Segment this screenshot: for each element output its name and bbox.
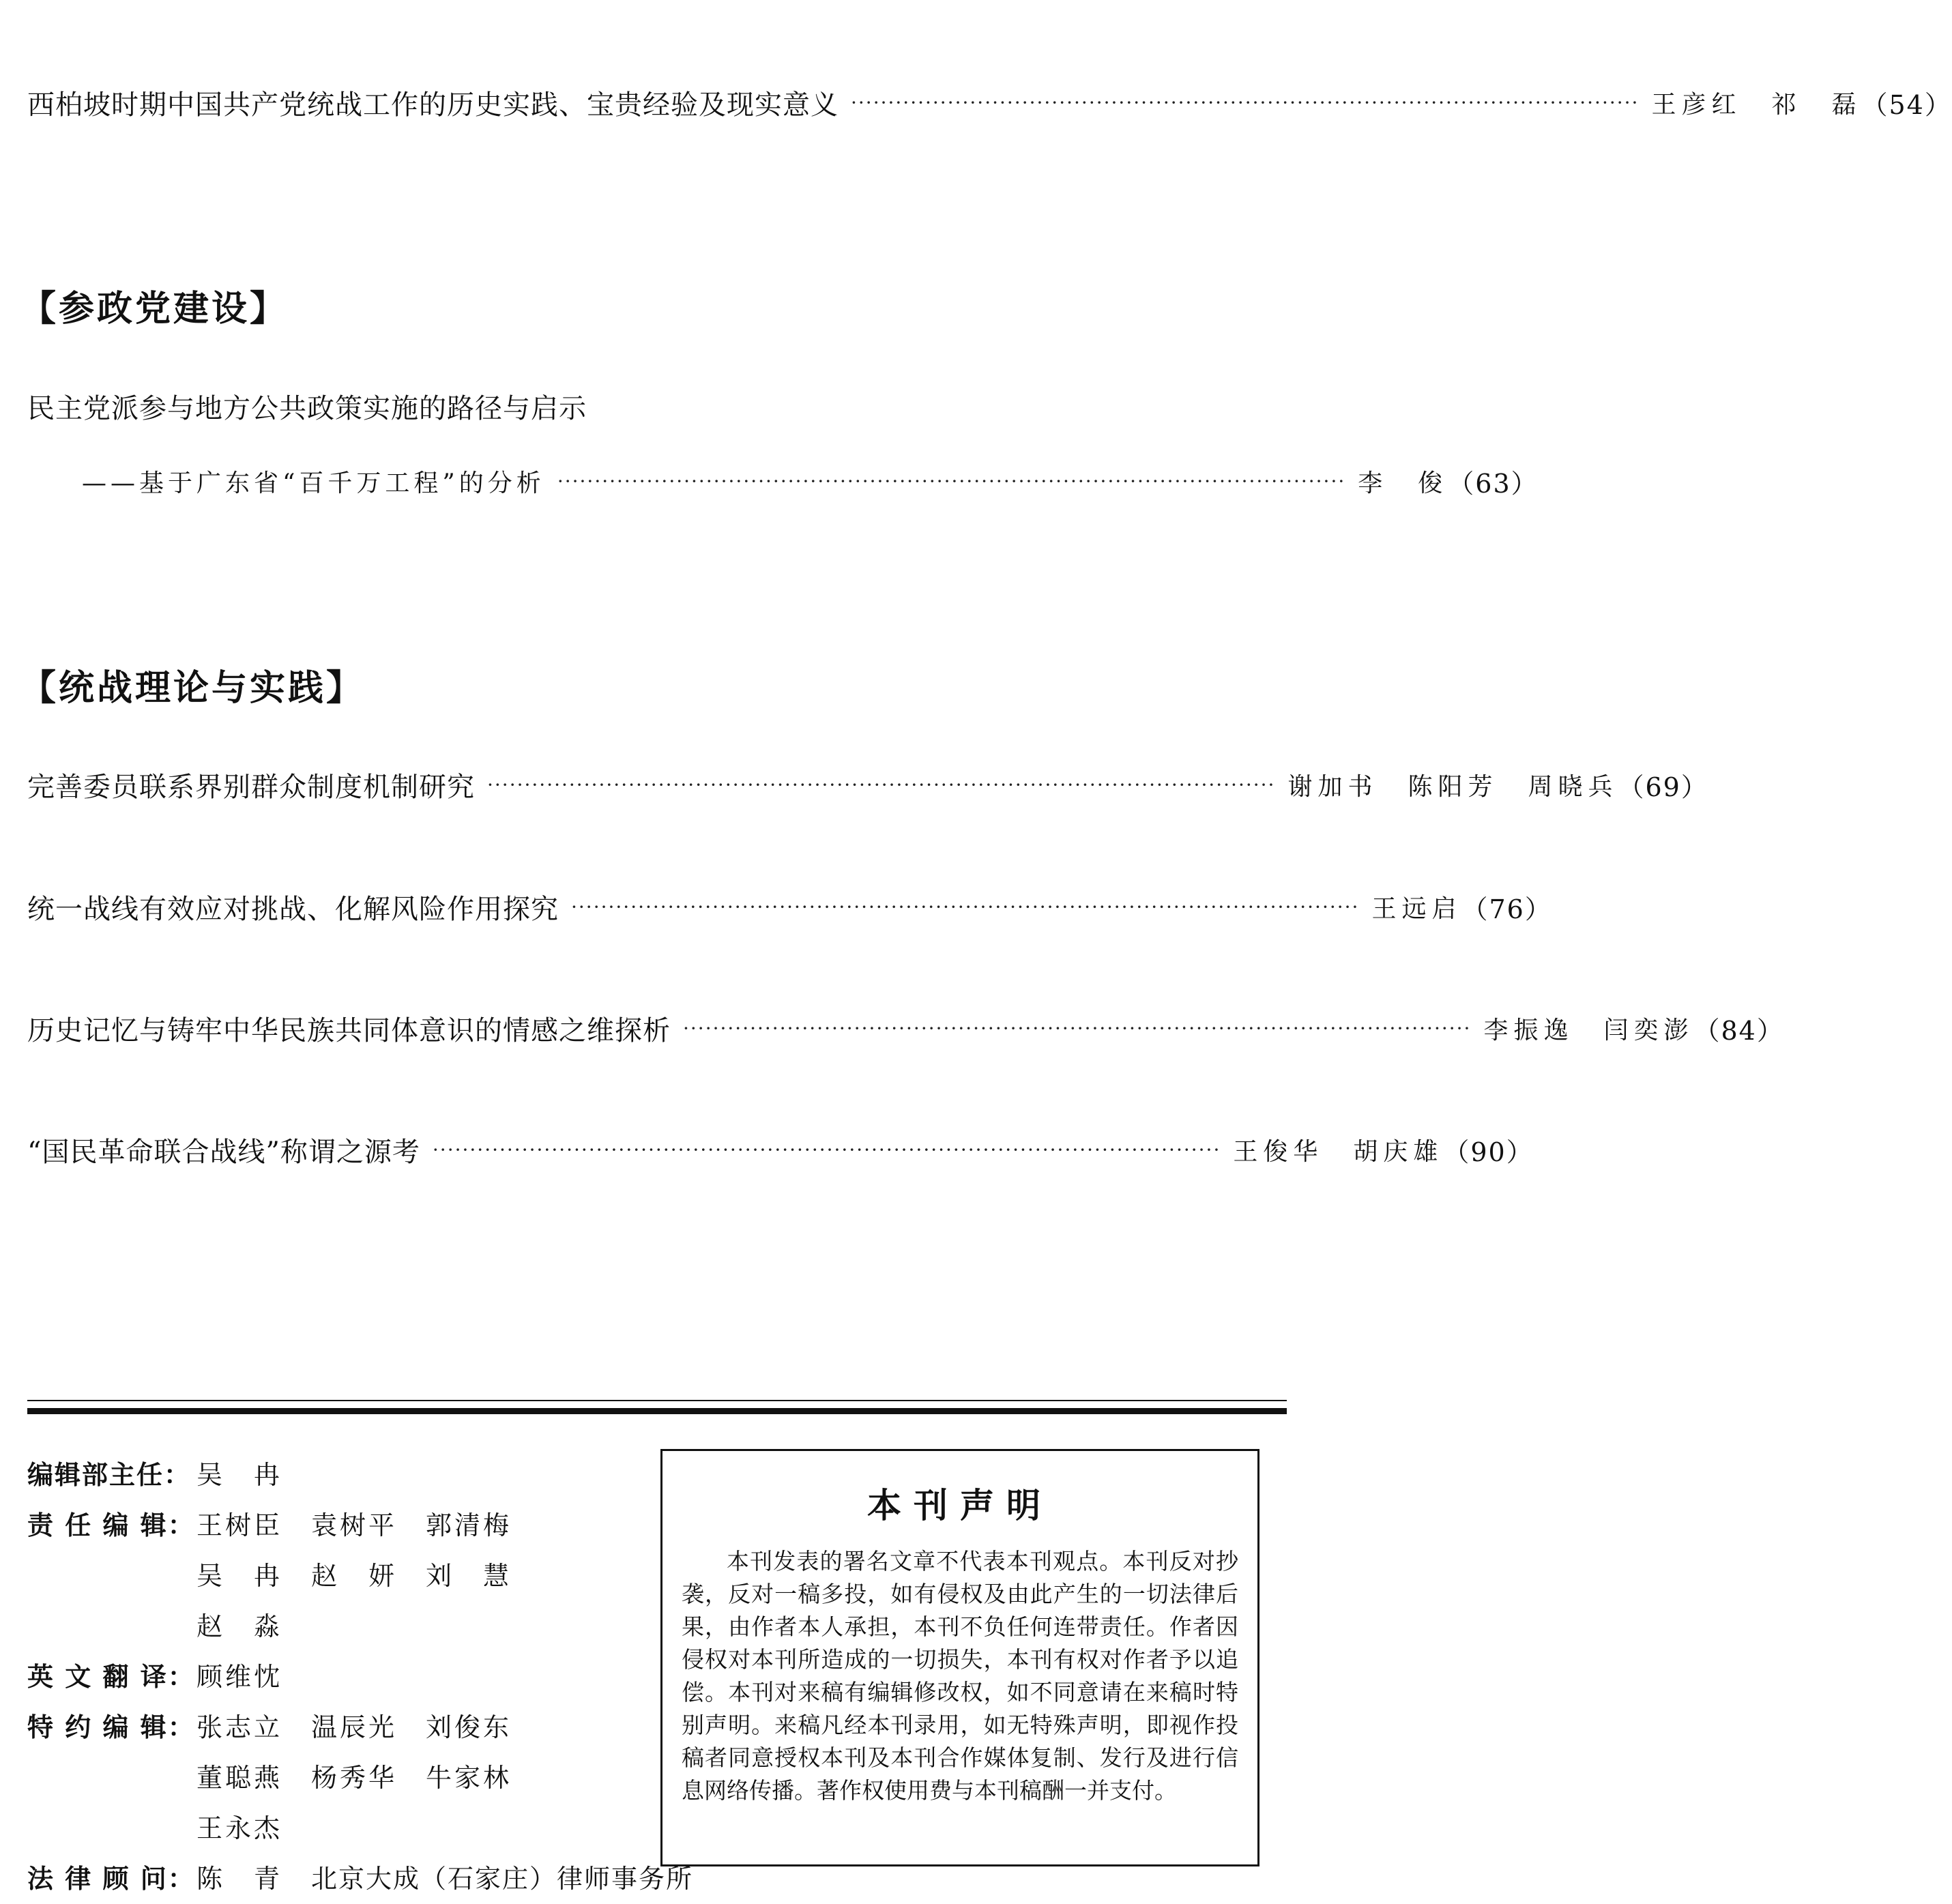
masthead-name: 赵 淼 [196, 1611, 283, 1641]
toc-entry-subtitle-line[interactable] [27, 454, 1539, 508]
masthead-label: 编辑部主任： [27, 1460, 192, 1490]
leader-dots: ·········································································································· [557, 469, 1346, 493]
masthead-label: 特 约 编 辑： [27, 1712, 195, 1742]
toc-entry-title: 民主党派参与地方公共政策实施的路径与启示 [27, 392, 587, 424]
law-firm-name: 北京大成（石家庄）律师事务所 [311, 1864, 694, 1894]
masthead-row-translator [27, 1652, 641, 1702]
leader-dots: ·········································································································· [851, 91, 1640, 114]
masthead-label: 责 任 编 辑： [27, 1510, 195, 1540]
masthead-row-editors [27, 1500, 641, 1652]
toc-entry[interactable] [27, 379, 1283, 433]
masthead-name: 郭清梅 [426, 1510, 512, 1540]
masthead-row-legal [27, 1854, 694, 1904]
masthead [27, 1450, 694, 1904]
masthead-name: 牛家林 [426, 1763, 512, 1793]
toc-entry[interactable] [27, 1122, 1534, 1177]
divider-thin [27, 1400, 1287, 1401]
leader-dots: ·········································································································· [683, 1016, 1472, 1040]
toc-entry[interactable] [27, 75, 1952, 130]
toc-entry[interactable] [27, 879, 1552, 934]
toc-entry-page: （69） [1618, 772, 1708, 802]
leader-dots: ·········································································································· [432, 1138, 1221, 1161]
toc-entry-page: （63） [1448, 468, 1539, 499]
masthead-name: 赵 妍 [311, 1561, 398, 1591]
masthead-name: 王永杰 [196, 1813, 283, 1843]
section-heading: 【参政党建设】 [20, 288, 289, 329]
toc-entry-title: 完善委员联系界别群众制度机制研究 [27, 771, 475, 803]
masthead-name: 顾维忱 [196, 1662, 283, 1692]
masthead-name: 吴 冉 [196, 1561, 283, 1591]
masthead-name: 刘俊东 [426, 1712, 512, 1742]
toc-entry-title: 西柏坡时期中国共产党统战工作的历史实践、宝贵经验及现实意义 [27, 89, 839, 121]
masthead-name: 王树臣 [196, 1510, 283, 1540]
masthead-name: 袁树平 [311, 1510, 398, 1540]
masthead-label: 英 文 翻 译： [27, 1662, 195, 1692]
masthead-row-director [27, 1450, 641, 1500]
leader-dots: ·········································································································· [571, 895, 1360, 918]
toc-entry-title: 历史记忆与铸牢中华民族共同体意识的情感之维探析 [27, 1014, 671, 1046]
toc-entry-authors: 李 俊 [1358, 469, 1448, 497]
divider-thick [27, 1408, 1287, 1414]
publication-notice-box [660, 1449, 1259, 1866]
toc-entry-subtitle: ——基于广东省“百千万工程”的分析 [82, 469, 545, 497]
masthead-name: 陈 青 [196, 1864, 283, 1894]
toc-entry-page: （90） [1443, 1137, 1534, 1167]
toc-entry[interactable] [27, 757, 1708, 812]
masthead-row-contributing-editors [27, 1702, 641, 1854]
masthead-name: 温辰光 [311, 1712, 398, 1742]
toc-entry-page: （76） [1461, 894, 1552, 924]
notice-title: 本刊声明 [867, 1486, 1053, 1525]
toc-entry-page: （54） [1861, 89, 1952, 120]
masthead-name: 刘 慧 [426, 1561, 512, 1591]
masthead-name: 吴 冉 [196, 1460, 283, 1490]
toc-entry-authors: 谢加书 陈阳芳 周晓兵 [1287, 772, 1618, 801]
toc-entry-title: “国民革命联合战线”称谓之源考 [27, 1136, 420, 1168]
masthead-name: 董聪燕 [196, 1763, 283, 1793]
toc-entry-authors: 王远启 [1371, 894, 1462, 923]
notice-body: 本刊发表的署名文章不代表本刊观点。本刊反对抄袭，反对一稿多投，如有侵权及由此产生的一切法律后果，由作者本人承担，本刊不负任何连带责任。作者因侵权对本刊所造成的一切损失，本刊有权对作者予以追偿。本刊对来稿有编辑修改权，如不同意请在来稿时特别声明。来稿凡经本刊录用，如无特殊声明，即视作投稿者同意授权本刊及本刊合作媒体复制、发行及进行信息网络传播。著作权使用费与本刊稿酬一并支付。 [682, 1548, 1238, 1804]
toc-entry[interactable] [27, 1001, 1784, 1055]
toc-entry-authors: 王俊华 胡庆雄 [1233, 1137, 1444, 1166]
masthead-name: 张志立 [196, 1712, 283, 1742]
toc-entry-page: （84） [1693, 1015, 1784, 1046]
section-heading: 【统战理论与实践】 [20, 667, 365, 709]
masthead-label: 法 律 顾 问： [27, 1864, 195, 1894]
leader-dots: ·········································································································· [487, 773, 1276, 796]
toc-entry-authors: 王彦红 祁 磊 [1651, 90, 1862, 119]
masthead-name: 杨秀华 [311, 1763, 398, 1793]
toc-entry-authors: 李振逸 闫奕澎 [1483, 1016, 1694, 1044]
toc-entry-title: 统一战线有效应对挑战、化解风险作用探究 [27, 893, 559, 925]
